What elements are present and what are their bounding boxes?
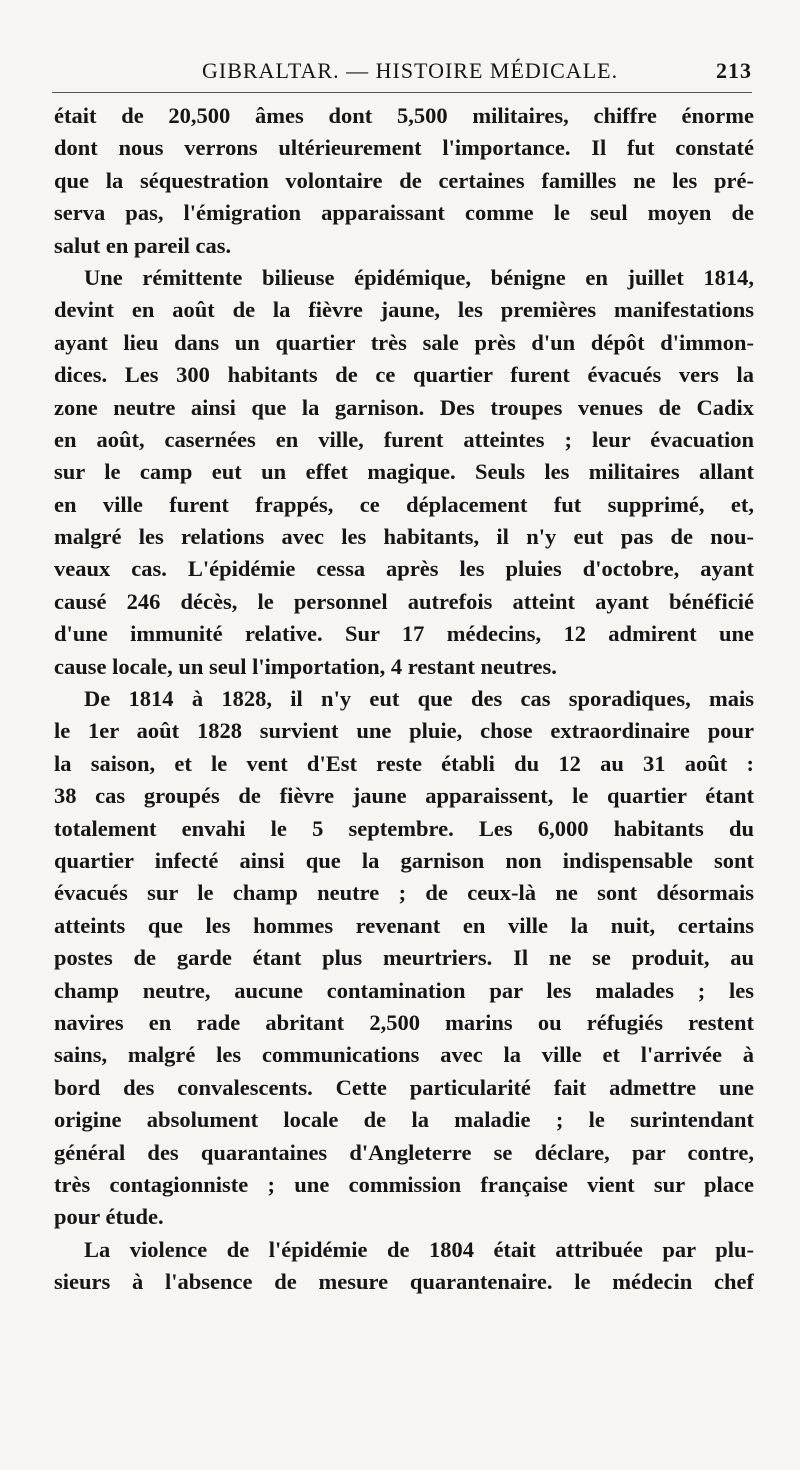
text-line: pour étude. — [54, 1204, 164, 1230]
text-line: le 1er août 1828 survient une pluie, chose extraordinaire pour — [54, 718, 754, 744]
running-title: GIBRALTAR. — HISTOIRE MÉDICALE. — [202, 58, 619, 83]
text-line: sur le camp eut un effet magique. Seuls les militaires allant — [54, 459, 754, 485]
header-rule — [52, 92, 752, 93]
text-line: en août, casernées en ville, furent atteintes ; leur évacuation — [54, 426, 754, 452]
text-line: ayant lieu dans un quartier très sale près d'un dépôt d'immon- — [54, 329, 754, 355]
text-line: atteints que les hommes revenant en ville la nuit, certains — [54, 912, 754, 938]
text-line: quartier infecté ainsi que la garnison non indispensable sont — [54, 847, 754, 873]
text-line: était de 20,500 âmes dont 5,500 militaires, chiffre énorme — [54, 103, 754, 128]
text-line: bord des convalescents. Cette particularité fait admettre une — [54, 1074, 754, 1100]
text-line: zone neutre ainsi que la garnison. Des troupes venues de Cadix — [54, 394, 754, 420]
text-line: évacués sur le champ neutre ; de ceux-là ne sont désormais — [54, 880, 754, 906]
text-line: causé 246 décès, le personnel autrefois atteint ayant bénéficié — [54, 588, 754, 614]
text-line: veaux cas. L'épidémie cessa après les pluies d'octobre, ayant — [54, 556, 754, 582]
text-line: sieurs à l'absence de mesure quarantenaire. le médecin chef — [54, 1269, 754, 1295]
text-line: La violence de l'épidémie de 1804 était attribuée par plu- — [84, 1236, 754, 1262]
text-line: 38 cas groupés de fièvre jaune apparaissent, le quartier étant — [54, 783, 754, 809]
text-line: origine absolument locale de la maladie ; le surintendant — [54, 1107, 754, 1133]
text-line: devint en août de la fièvre jaune, les premières manifestations — [54, 297, 754, 323]
text-line: serva pas, l'émigration apparaissant comme le seul moyen de — [54, 200, 754, 226]
text-line: général des quarantaines d'Angleterre se déclare, par contre, — [54, 1139, 754, 1165]
text-line: que la séquestration volontaire de certaines familles ne les pré- — [54, 167, 754, 193]
text-line: Une rémittente bilieuse épidémique, bénigne en juillet 1814, — [84, 264, 754, 290]
text-line: d'une immunité relative. Sur 17 médecins, 12 admirent une — [54, 621, 754, 647]
text-line: sains, malgré les communications avec la ville et l'arrivée à — [54, 1042, 754, 1068]
text-line: navires en rade abritant 2,500 marins ou réfugiés restent — [54, 1009, 754, 1035]
text-line: dices. Les 300 habitants de ce quartier furent évacués vers la — [54, 362, 754, 388]
text-line: salut en pareil cas. — [54, 232, 232, 258]
page-number: 213 — [716, 58, 752, 83]
text-line: en ville furent frappés, ce déplacement fut supprimé, et, — [54, 491, 754, 517]
text-line: totalement envahi le 5 septembre. Les 6,000 habitants du — [54, 815, 754, 841]
text-line: très contagionniste ; une commission française vient sur place — [54, 1171, 754, 1197]
text-line: De 1814 à 1828, il n'y eut que des cas sporadiques, mais — [84, 686, 754, 712]
text-line: dont nous verrons ultérieurement l'importance. Il fut constaté — [54, 135, 754, 161]
text-line: la saison, et le vent d'Est reste établi du 12 au 31 août : — [54, 750, 754, 776]
text-line: postes de garde étant plus meurtriers. Il ne se produit, au — [54, 945, 754, 971]
page-header — [52, 58, 752, 92]
text-line: malgré les relations avec les habitants, il n'y eut pas de nou- — [54, 524, 754, 550]
text-line: cause locale, un seul l'importation, 4 restant neutres. — [54, 653, 557, 679]
body-text — [54, 100, 754, 1298]
text-line: champ neutre, aucune contamination par les malades ; les — [54, 977, 754, 1003]
